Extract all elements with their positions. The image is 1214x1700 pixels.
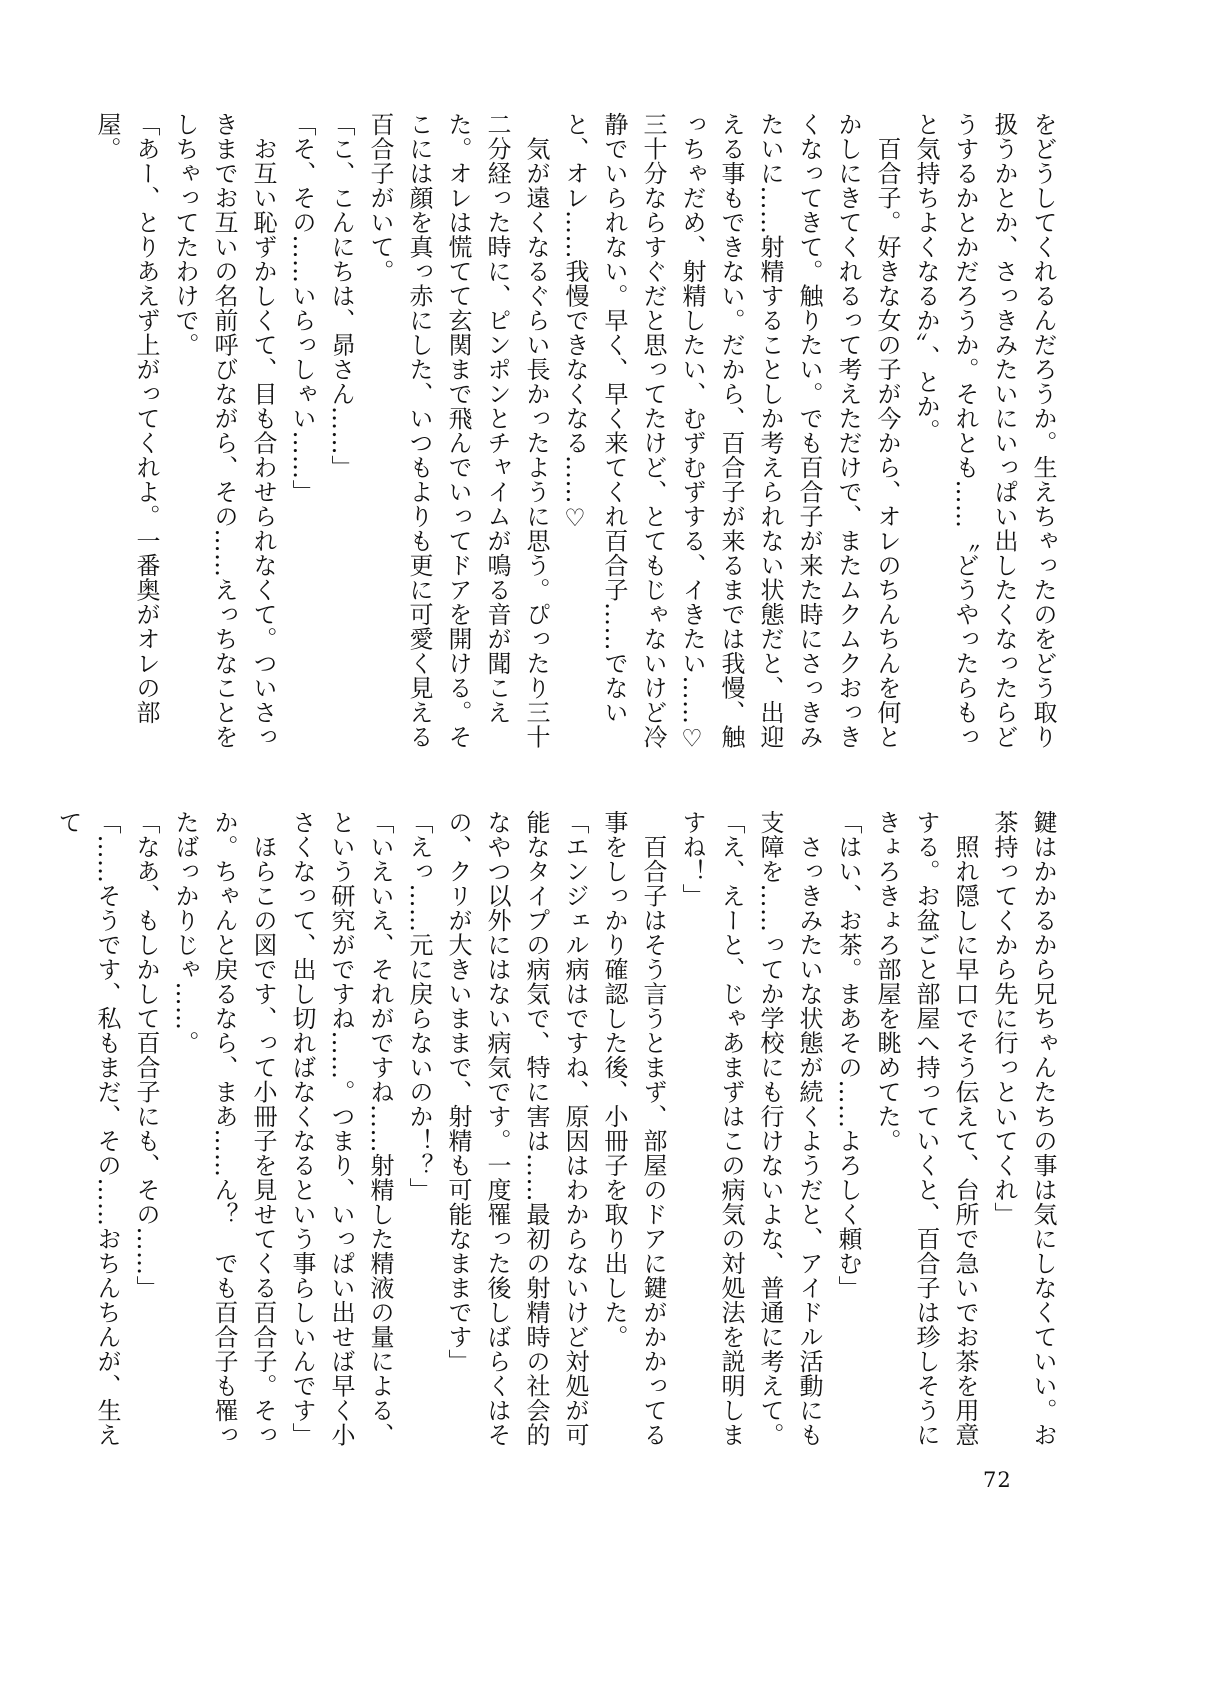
dialogue-line: 「こ、こんにちは、昴さん……」 [327,112,355,480]
dialogue-line: 「えっ……元に戻らないのか！？」 [405,810,433,1202]
paragraph: 百合子。好きな女の子が今から、オレのちんちんを何とかしにきてくれるって考えただけで、またムクムクおっきくなってきて。触りたい。でも百合子が来た時にさっきみたいに……射精することしか考えられない状態だと、出迎える事もできない。だから、百合子が来るまでは我慢、触っちゃだめ、射精したい、むずむずする、イきたい……♡ 三十分ならすぐだと思ってたけど、とてもじゃないけど冷静でいられない。早く、早く来てくれ百合子……でないと、オレ……我慢できなくなる……♡ [561,112,901,778]
dialogue-line: 鍵はかかるから兄ちゃんたちの事は気にしなくていい。お茶持ってくから先に行っといてくれ」 [990,810,1057,1447]
bottom-text-block [48,810,1062,1464]
top-text-block [87,112,1062,778]
dialogue-line: 「あー、とりあえず上がってくれよ。一番奥がオレの部屋。 [93,112,160,725]
dialogue-line: 「……そうです、私もまだ、その……おちんちんが、生えて [54,810,121,1447]
dialogue-line: 「え、えーと、じゃあまずはこの病気の対処法を説明しますね！」 [678,810,745,1447]
paragraph: をどうしてくれるんだろうか。生えちゃったのをどう取り扱うかとか、さっきみたいにいっぱい出したくなったらどうするかとかだろうか。それとも……〝どうやったらもっと気持ちよくなるか〟、とか。 [912,112,1057,749]
dialogue-line: 「いえいえ、それがですね……射精した精液の量による、という研究がですね……。つまり、いっぱい出せば早く小さくなって、出し切ればなくなるという事らしいんです」 [288,810,394,1447]
dialogue-line: 「そ、その……いらっしゃい……」 [288,112,316,504]
paragraph: さっきみたいな状態が続くようだと、アイドル活動にも支障を……ってか学校にも行けないよな、普通に考えて。 [756,810,823,1447]
dialogue-line: 「はい、お茶。まあその……よろしく頼む」 [834,810,862,1300]
paragraph: 百合子はそう言うとまず、部屋のドアに鍵がかかってる事をしっかり確認した後、小冊子を取り出した。 [600,810,667,1447]
paragraph: 照れ隠しに早口でそう伝えて、台所で急いでお茶を用意する。お盆ごと部屋へ持っていくと、百合子は珍しそうにきょろきょろ部屋を眺めてた。 [873,810,979,1447]
paragraph: ほらこの図です、って小冊子を見せてくる百合子。そっか。ちゃんと戻るなら、まあ……ん？ でも百合子も罹ったばっかりじゃ……。 [171,810,277,1447]
dialogue-line: 「なあ、もしかして百合子にも、その……」 [132,810,160,1300]
dialogue-line: 「エンジェル病はですね、原因はわからないけど対処が可能なタイプの病気で、特に害は……最初の射精時の社会的なやつ以外にはない病気です。一度罹った後しばらくはその、クリが大きいままで、射精も可能なままです」 [444,810,589,1447]
page-number: 72 [983,1468,1012,1492]
paragraph: お互い恥ずかしくて、目も合わせられなくて。ついさっきまでお互いの名前呼びながら、その……えっちなことをしちゃってたわけで。 [171,112,277,749]
paragraph: 気が遠くなるぐらい長かったように思う。ぴったり三十二分経った時に、ピンポンとチャイムが鳴る音が聞こえた。オレは慌てて玄関まで飛んでいってドアを開ける。そこには顔を真っ赤にした、いつもよりも更に可愛く見える百合子がいて。 [366,112,550,749]
